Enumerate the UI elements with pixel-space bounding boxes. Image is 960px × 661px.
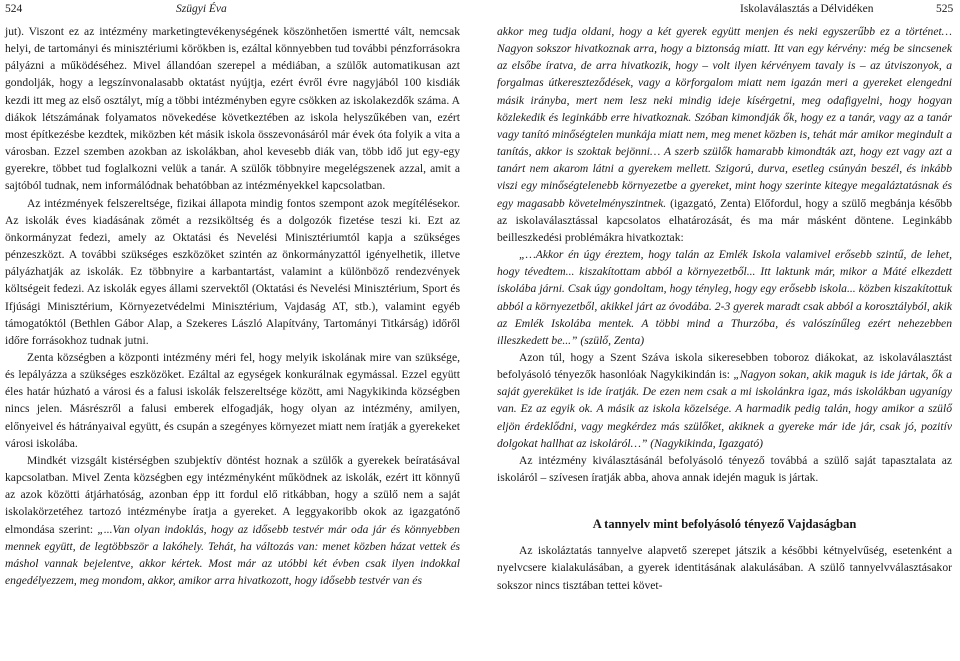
- page-number-left: 524: [5, 3, 23, 15]
- paragraph: Az intézmények felszereltsége, fizikai állapota mindig fontos szempont azok megítélésekor. Az iskolák éves kiadásának zömét a rezsiköltség és a dolgozók fizetése teszi ki. Ezt az önkormányzat fedezi, amely az Oktatási és Nevelési Minisztériumtól kapja a szükséges pénzeszközt. A további szükséges eszközöket szintén az önkormányzattól igényelhetik, illetve pályázhatják az iskolák. Ez többnyire a karbantartást, valamint a különböző rendezvények költségeit fedezi. Az iskolák egyes állami szervektől (Oktatási és Nevelési Minisztérium, Sport és Ifjúsági Minisztérium, Környezetvédelmi Minisztérium, Vajdaság AT, stb.), valamint egyéb támogatóktól (Bethlen Gábor Alap, a Szekeres László Alapítvány, Tartományi Titkárság) időről időre forrásokhoz tudnak jutni.: [5, 196, 460, 347]
- interview-quote: „...Van olyan indoklás, hogy az idősebb testvér már oda jár és könnyebben mennek együtt, de legtöbbször a lakóhely. Tehát, ha változás van: menet közben házat vettek és máshol vannak bejelentve, akkor kértek. Most már az utóbbi két évben csak ilyen indokkal engedélyezzem, meg mondom, akkor, amikor arra hivatkozott, hogy idősebb testvér van és: [5, 522, 460, 587]
- left-column: [5, 23, 460, 589]
- right-column: [497, 23, 952, 594]
- paragraph: Az intézmény kiválasztásánál befolyásoló tényező továbbá a szülő saját tapasztalata az iskoláról – szívesen íratják abba, ahova annak idején maguk is jártak.: [497, 453, 952, 485]
- section-heading: A tannyelv mint befolyásoló tényező Vajdaságban: [592, 517, 857, 532]
- running-head-author: Szügyi Éva: [176, 3, 227, 15]
- interview-quote: „Nagyon sokan, akik maguk is ide jártak, ők a saját gyereküket is ide íratják. De ezen nem csak a mi iskolánkra igaz, más iskolákban ugyanígy van. Ez az egyik ok. A másik az iskola közelsége. A harmadik pedig talán, hogy amikor a szülő eljön érdeklődni, vagy megkérdez más szülőket, akiknek a gyereke már ide jár, csak jó, pozitív dolgokat hallhat az iskoláról…” (Nagykikinda, Igazgató): [497, 368, 953, 450]
- paragraph: jut). Viszont ez az intézmény marketingtevékenységének köszönhetően ismertté vált, nemcsak helyi, de tartományi és minisztériumi körökben is, ezáltal könnyebben tud további pénzforrásokra pályázni a működéséhez. Mivel állandóan szerepel a médiában, a szülők automatikusan azt gondolják, hogy a legszínvonalasabb oktatást nyújtja, ezért évről évre nagyjából 100 kisdiák kezdi itt meg az első osztályt, míg a többi intézményben egyre csökken az iskolakezdők száma. A diákok létszámának folyamatos növekedése következtében az iskola helyszűkében van, ezért most építkezésbe kezdtek, miközben két másik iskola összevonásáról már évek óta folyik a vita a városban. Ezzel szemben azokban az iskolákban, ahol kevesebb diák van, több idő jut egy-egy gyerekre, többet tud foglalkozni velük a tanár. A szülők többnyire megelégszenek azzal, amit a sajtóból tudnak, nem informálódnak behatóbban az intézményekkel kapcsolatban.: [5, 25, 460, 193]
- paragraph: [5, 452, 460, 589]
- paragraph-text: (igazgató, Zenta) Előfordul, hogy a szülő megbánja később az iskolaválasztással kapcsolatos elhatározását, és ma már másként döntene. Leginkább beilleszkedési problémákra hivatkoztak:: [497, 196, 952, 244]
- interview-quote: „…Akkor én úgy éreztem, hogy talán az Emlék Iskola valamivel erősebb szintű, de lehet, hogy tévedtem... kiszakítottam abból a környezetből... Itt laktunk már, mikor a Máté elkezdett iskolába járni. Csak úgy gondoltam, hogy tényleg, hogy egy erősebb iskola... közben kiszakítottuk abból a környezetből, akikkel járt az óvodába. 2-3 gyerek maradt csak abból a korosztályból, akik az Emlék Iskolába mentek. A többi mind a Thurzóba, és valószínűleg ezért nehezebben illeszkedett be...” (szülő, Zenta): [497, 248, 952, 347]
- paragraph-text: Mindkét vizsgált kistérségben szubjektív döntést hoznak a szülők a gyerekek beíratásával kapcsolatban. Mivel Zenta községben egy intézményként működnek az iskolák, ezért itt könnyű az azok közötti átjárhatóság, azonban épp itt fordul elő ritkábban, hogy a szülő nem a saját iskolakörzetéhez tartozó intézménybe íratja a gyereket. A leggyakoribb okok az igazgatónő elmondása szerint:: [5, 453, 460, 536]
- paragraph: [497, 349, 952, 452]
- page-number-right: 525: [936, 3, 954, 15]
- paragraph: Az iskoláztatás tannyelve alapvető szerepet játszik a későbbi kétnyelvűség, esetenként a nyelvcsere kialakulásában, a gyerek identitásának alakulásában. A szülő tannyelvválasztásakor sokszor nincs tisztában tettei követ-: [497, 544, 952, 592]
- interview-quote: akkor meg tudja oldani, hogy a két gyerek együtt menjen és neki egyszerűbb ez a történet… Nagyon sokszor hivatkoznak arra, hogy a biztonság miatt. Itt van egy kérvény: még be sincsenek az elsőbe íratva, de arra hivatkozik, hogy – volt ilyen kérvényem tavaly is – az útviszonyok, a forgalmas útkereszteződések, vagy a körforgalom miatt nem igazán meri a gyereket elengedni másik irányba, mert nem lesz neki mindig ideje kísérgetni, meg odafigyelni, hogy hogyan közlekedik és leginkább erre hivatkoznak. Szóban kimondják ők, hogy ez a tanár, vagy az a tanár vagy tanító minőségtelen munkája miatt nem, meg menet közben is, tehát már amikor megindult a tanítás, akkor is szoktak bejönni… A szerb szülők hamarabb kimondták azt, hogy ezt vagy azt a tanárt nem akarom látni a gyerekem mellett. Szigorú, durva, esetleg csúnyán beszél, és inkább viszi egy minőségtelenebb környezetbe a gyereket, mint hogy szerinte kitegye megaláztatásnak és egy magasabb követelményszintnek.: [497, 25, 952, 210]
- paragraph: Zenta községben a központi intézmény méri fel, hogy melyik iskolának mire van szüksége, és lepályázza a szükséges eszközöket. Ezáltal az egységek konkurálnak egymással. Ezzel együtt éles határ húzható a városi és a falusi iskolák felszereltsége között, ami Nagykikinda községben nincs jelen. Másrészről a falusi emberek elfogadják, hogy olyan az intézmény, amilyen, előnyeivel és hátrányaival együtt, és csupán a szegényes környezet miatt nem íratják a gyerekeket városi iskolába.: [5, 350, 460, 450]
- paragraph: [497, 23, 952, 246]
- running-head-title: Iskolaválasztás a Délvidéken: [740, 3, 874, 15]
- paragraph-text: Azon túl, hogy a Szent Száva iskola sikeresebben toboroz diákokat, az iskolaválasztást befolyásoló tényezők hasonlóak Nagykikindán is:: [497, 350, 952, 382]
